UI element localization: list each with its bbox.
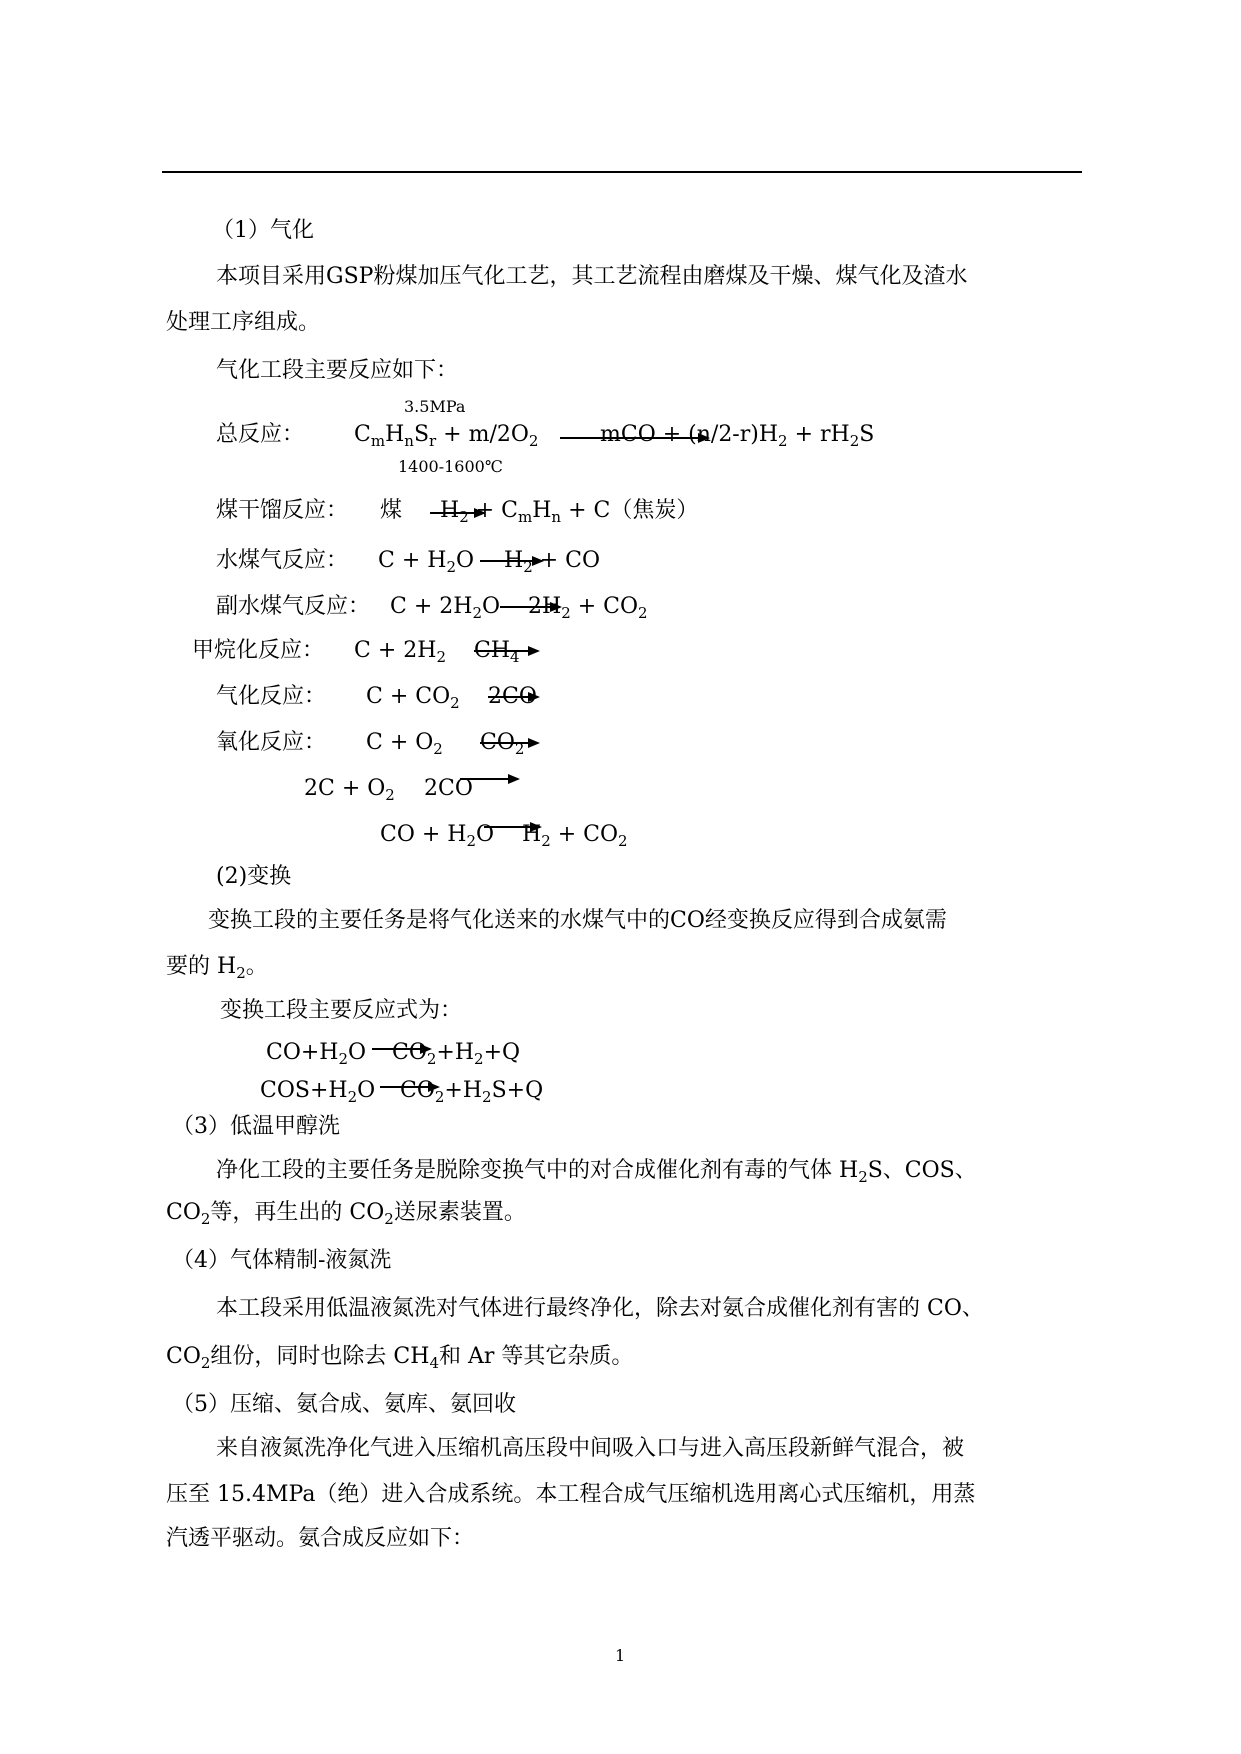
methanation-right: $CH_4$: [474, 638, 520, 666]
gasification-left: $C + CO_2$: [366, 684, 460, 712]
methanation-label: 甲烷化反应：: [192, 638, 325, 663]
section-2-intro: 变换工段主要反应式为：: [220, 998, 463, 1023]
section-5-para-line-2: 压至 15.4MPa（绝）进入合成系统。本工程合成气压缩机选用离心式压缩机，用蒸: [166, 1482, 976, 1507]
section-5-para-line-1: 来自液氮洗净化气进入压缩机高压段中间吸入口与进入高压段新鲜气混合，被: [216, 1436, 965, 1461]
section-3-para-line-2: $CO_2$等，再生出的 $CO_2$送尿素装置。: [166, 1200, 526, 1228]
oxidation-left: $C + O_2$: [366, 730, 443, 758]
section-2-para-line-2: 要的 $H_2$。: [166, 954, 268, 982]
dry-distillation-products: $H_2 + C_mH_n + C$（焦炭）: [440, 498, 699, 526]
total-reaction-condition-top: 3.5MPa: [404, 397, 466, 416]
shift-reaction-2-right: $CO_2+H_2S+Q$: [400, 1078, 544, 1106]
oxidation-right: $CO_2$: [480, 730, 525, 758]
total-reaction-left: $C_mH_nS_r + m/2O_2$: [354, 422, 539, 450]
section-1-para-line-1: 本项目采用GSP粉煤加压气化工艺，其工艺流程由磨煤及干燥、煤气化及渣水: [216, 264, 968, 289]
section-5-heading: （5）压缩、氨合成、氨库、氨回收: [172, 1392, 516, 1417]
methanation-left: $C + 2H_2$: [354, 638, 446, 666]
page-number: 1: [615, 1646, 626, 1665]
section-1-para-line-2: 处理工序组成。: [166, 310, 321, 335]
section-2-heading: (2)变换: [216, 864, 292, 889]
water-gas-left: $C + H_2O$: [378, 548, 475, 576]
section-4-heading: （4）气体精制-液氮洗: [172, 1248, 392, 1273]
section-2-para-line-1: 变换工段的主要任务是将气化送来的水煤气中的CO经变换反应得到合成氨需: [208, 908, 947, 933]
section-1-intro: 气化工段主要反应如下：: [216, 358, 459, 383]
dry-distillation-reactant: 煤: [380, 498, 403, 523]
oxidation-2-right: 2CO: [424, 776, 473, 801]
section-3-heading: （3）低温甲醇洗: [172, 1114, 340, 1139]
shift-reaction-2-left: $COS+H_2O$: [260, 1078, 376, 1106]
oxidation-3-left: CO + $H_2O$: [380, 822, 495, 850]
sub-water-gas-left: $C + 2H_2O$: [390, 594, 501, 622]
sub-water-gas-right: $2H_2 + CO_2$: [528, 594, 648, 622]
total-reaction-right: mCO + $(n/2-r)H_2 + rH_2S$: [600, 422, 875, 450]
dry-distillation-label: 煤干馏反应：: [216, 498, 349, 523]
section-4-para-line-2: $CO_2$组份，同时也除去 $CH_4$和 Ar 等其它杂质。: [166, 1344, 634, 1372]
water-gas-label: 水煤气反应：: [216, 548, 349, 573]
section-4-para-line-1: 本工段采用低温液氮洗对气体进行最终净化，除去对氨合成催化剂有害的 CO、: [216, 1296, 984, 1321]
total-reaction-condition-bottom: 1400-1600℃: [398, 457, 503, 476]
section-5-para-line-3: 汽透平驱动。氨合成反应如下：: [166, 1526, 475, 1551]
section-3-para-line-1: 净化工段的主要任务是脱除变换气中的对合成催化剂有毒的气体 $H_2S$、COS、: [216, 1158, 977, 1186]
gasification-right: 2CO: [488, 684, 537, 709]
shift-reaction-1-right: $CO_2+H_2+Q$: [392, 1040, 521, 1068]
total-reaction-label: 总反应：: [216, 422, 305, 447]
gasification-label: 气化反应：: [216, 684, 327, 709]
section-1-heading: （1）气化: [212, 218, 314, 243]
oxidation-label: 氧化反应：: [216, 730, 327, 755]
header-rule: [162, 171, 1082, 173]
water-gas-right: $H_2$ + CO: [504, 548, 601, 576]
sub-water-gas-label: 副水煤气反应：: [216, 594, 371, 619]
oxidation-2-left: $2C + O_2$: [304, 776, 395, 804]
shift-reaction-1-left: $CO+H_2O$: [266, 1040, 367, 1068]
oxidation-3-right: $H_2 + CO_2$: [522, 822, 628, 850]
